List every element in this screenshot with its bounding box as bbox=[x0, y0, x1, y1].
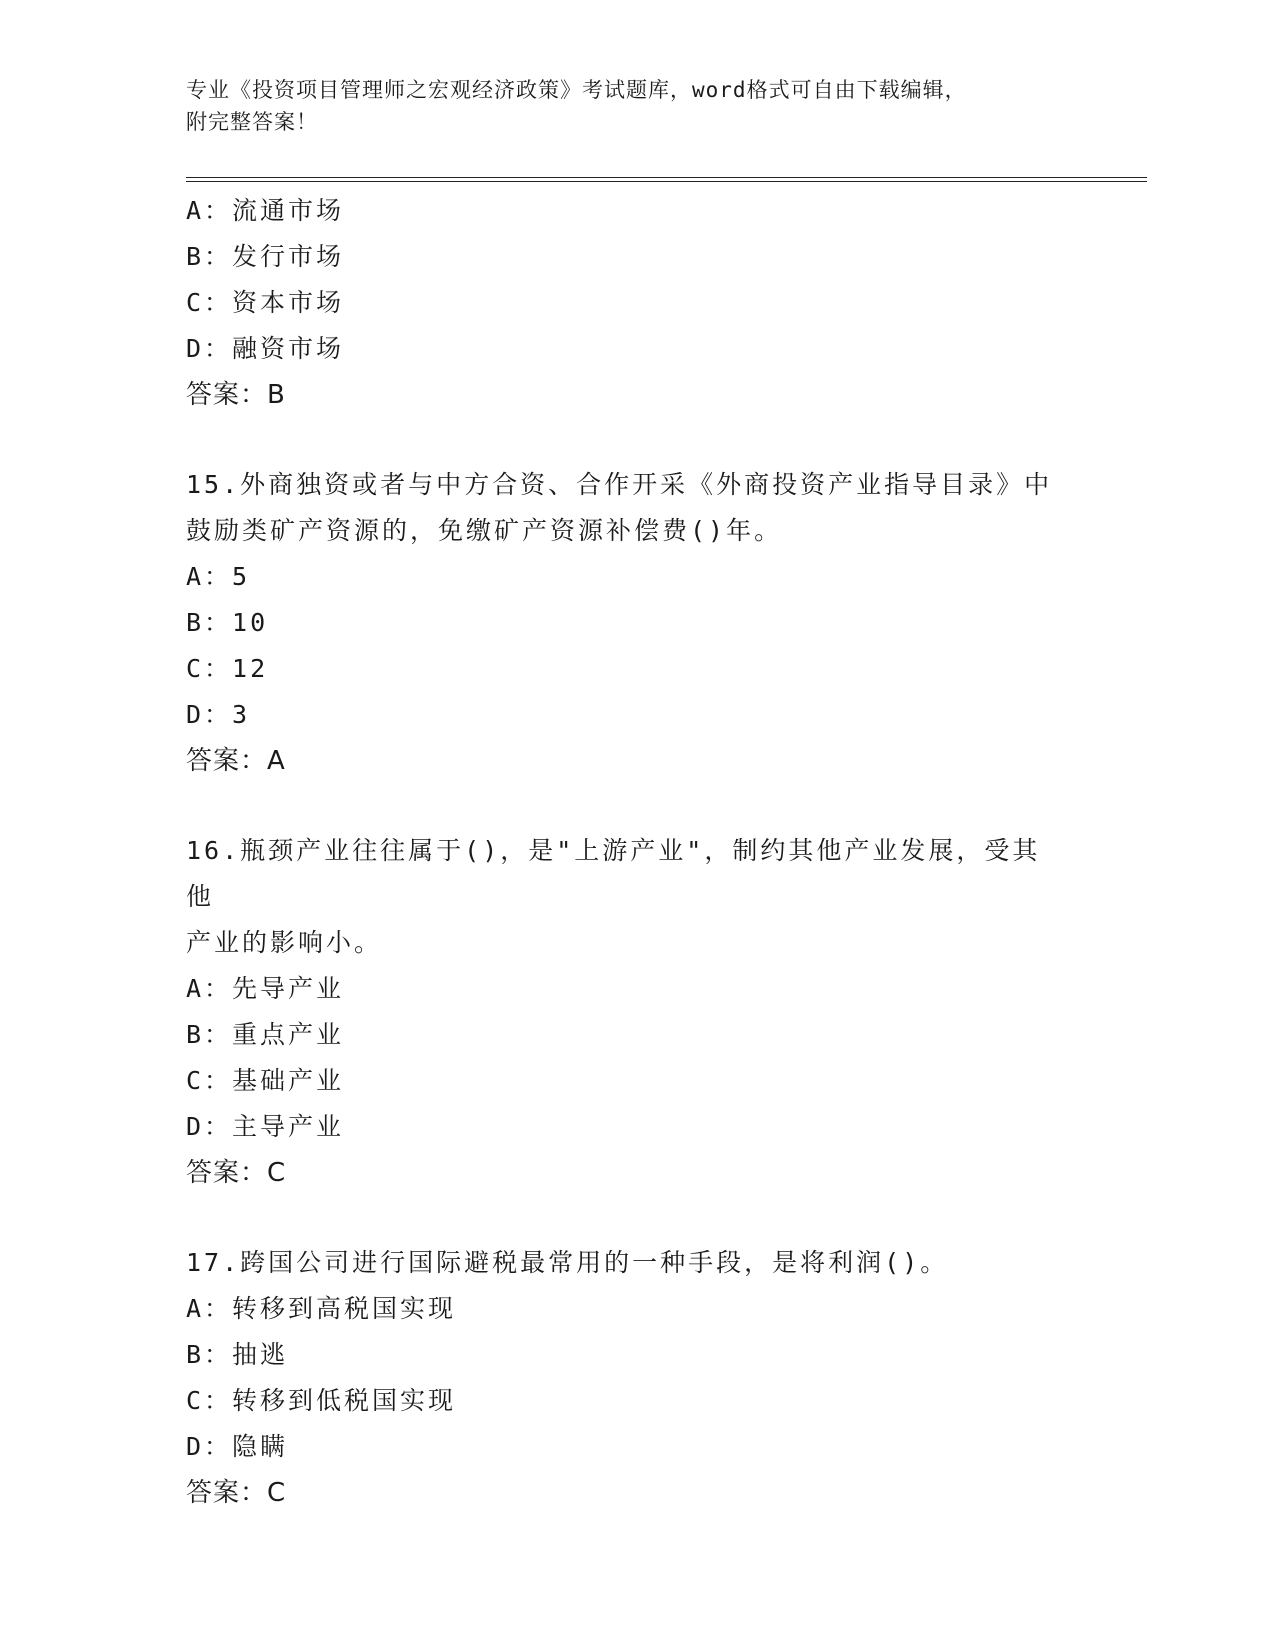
header-divider-bottom bbox=[186, 181, 1147, 182]
option-c: C：12 bbox=[186, 654, 269, 683]
header-line-2: 附完整答案！ bbox=[186, 110, 318, 134]
option-b: B：抽逃 bbox=[186, 1340, 289, 1369]
question-text-line-2: 产业的影响小。 bbox=[186, 928, 383, 957]
option-a: A：转移到高税国实现 bbox=[186, 1294, 457, 1323]
option-a: A：先导产业 bbox=[186, 974, 345, 1003]
header-line-1: 专业《投资项目管理师之宏观经济政策》考试题库，word格式可自由下载编辑， bbox=[186, 78, 967, 102]
answer-line: 答案：C bbox=[186, 1478, 287, 1508]
question-text-line-2: 鼓励类矿产资源的，免缴矿产资源补偿费()年。 bbox=[186, 516, 783, 545]
question-15 bbox=[186, 462, 1086, 784]
option-c: C：资本市场 bbox=[186, 288, 345, 317]
option-a: A：流通市场 bbox=[186, 196, 345, 225]
question-16 bbox=[186, 828, 1086, 1196]
question-text bbox=[186, 1240, 1066, 1286]
question-text-line-1: 15.外商独资或者与中方合资、合作开采《外商投资产业指导目录》中 bbox=[186, 470, 1053, 499]
option-d: D：隐瞒 bbox=[186, 1432, 289, 1461]
option-d: D：3 bbox=[186, 700, 251, 729]
question-text-line-1: 16.瓶颈产业往往属于()，是"上游产业"，制约其他产业发展，受其他 bbox=[186, 836, 1041, 911]
question-list bbox=[186, 188, 1086, 1516]
option-d: D：融资市场 bbox=[186, 334, 345, 363]
option-a: A：5 bbox=[186, 562, 251, 591]
answer-line: 答案：A bbox=[186, 746, 286, 776]
option-c: C：转移到低税国实现 bbox=[186, 1386, 457, 1415]
option-d: D：主导产业 bbox=[186, 1112, 345, 1141]
question-14 bbox=[186, 188, 1086, 418]
option-b: B：10 bbox=[186, 608, 269, 637]
question-text-line-1: 17.跨国公司进行国际避税最常用的一种手段，是将利润()。 bbox=[186, 1248, 949, 1277]
option-b: B：发行市场 bbox=[186, 242, 345, 271]
option-b: B：重点产业 bbox=[186, 1020, 345, 1049]
option-c: C：基础产业 bbox=[186, 1066, 345, 1095]
question-text bbox=[186, 462, 1066, 554]
header-divider-top bbox=[186, 177, 1147, 178]
question-17 bbox=[186, 1240, 1086, 1516]
answer-line: 答案：B bbox=[186, 380, 286, 410]
question-text bbox=[186, 828, 1066, 966]
answer-line: 答案：C bbox=[186, 1158, 287, 1188]
document-header bbox=[186, 74, 1066, 138]
